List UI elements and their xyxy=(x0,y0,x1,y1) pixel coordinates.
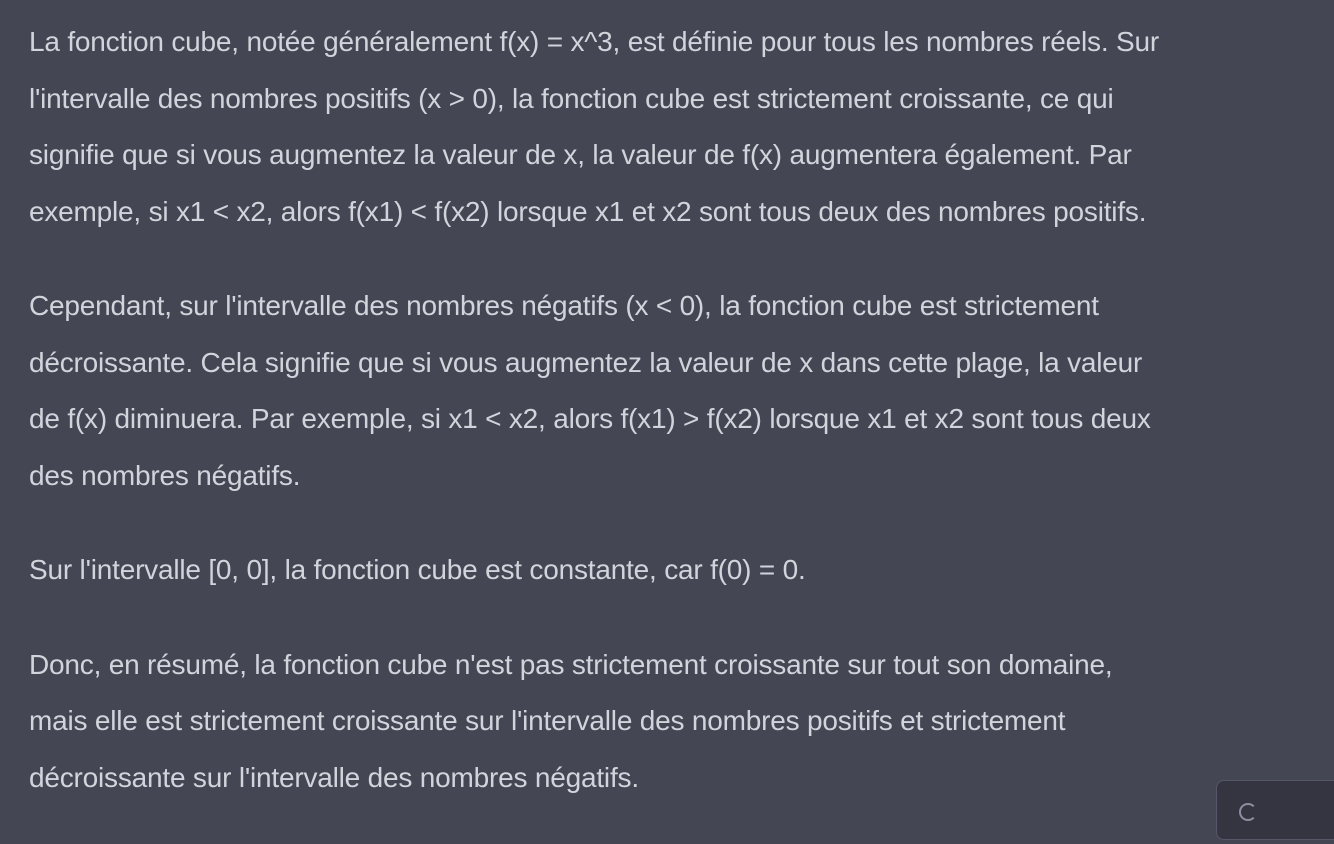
response-paragraph-2 xyxy=(29,278,1329,504)
response-line: mais elle est strictement croissante sur l'intervalle des nombres positifs et strictement xyxy=(29,705,1066,736)
response-line: Cependant, sur l'intervalle des nombres négatifs (x < 0), la fonction cube est strictement xyxy=(29,290,1099,321)
response-line: décroissante sur l'intervalle des nombres négatifs. xyxy=(29,761,639,793)
regenerate-button[interactable] xyxy=(1216,780,1334,840)
response-paragraph-4 xyxy=(29,637,1329,807)
response-paragraph-1 xyxy=(29,14,1329,240)
response-line: signifie que si vous augmentez la valeur de x, la valeur de f(x) augmentera également. Par xyxy=(29,139,1132,170)
response-line: l'intervalle des nombres positifs (x > 0), la fonction cube est strictement croissante, ce qui xyxy=(29,82,1114,114)
response-line: des nombres négatifs. xyxy=(29,459,301,491)
response-line: de f(x) diminuera. Par exemple, si x1 < x2, alors f(x1) > f(x2) lorsque x1 et x2 sont tous deux xyxy=(29,403,1151,434)
response-line: exemple, si x1 < x2, alors f(x1) < f(x2) lorsque x1 et x2 sont tous deux des nombres positifs. xyxy=(29,195,1147,227)
response-line: décroissante. Cela signifie que si vous augmentez la valeur de x dans cette plage, la valeur xyxy=(29,346,1143,378)
regenerate-icon xyxy=(1239,803,1257,821)
response-line: La fonction cube, notée généralement f(x) = x^3, est définie pour tous les nombres réels. Sur xyxy=(29,26,1159,57)
assistant-message xyxy=(29,14,1329,844)
response-line: Sur l'intervalle [0, 0], la fonction cube est constante, car f(0) = 0. xyxy=(29,554,806,585)
response-paragraph-3 xyxy=(29,542,1329,599)
response-line: Donc, en résumé, la fonction cube n'est pas strictement croissante sur tout son domaine, xyxy=(29,648,1113,680)
